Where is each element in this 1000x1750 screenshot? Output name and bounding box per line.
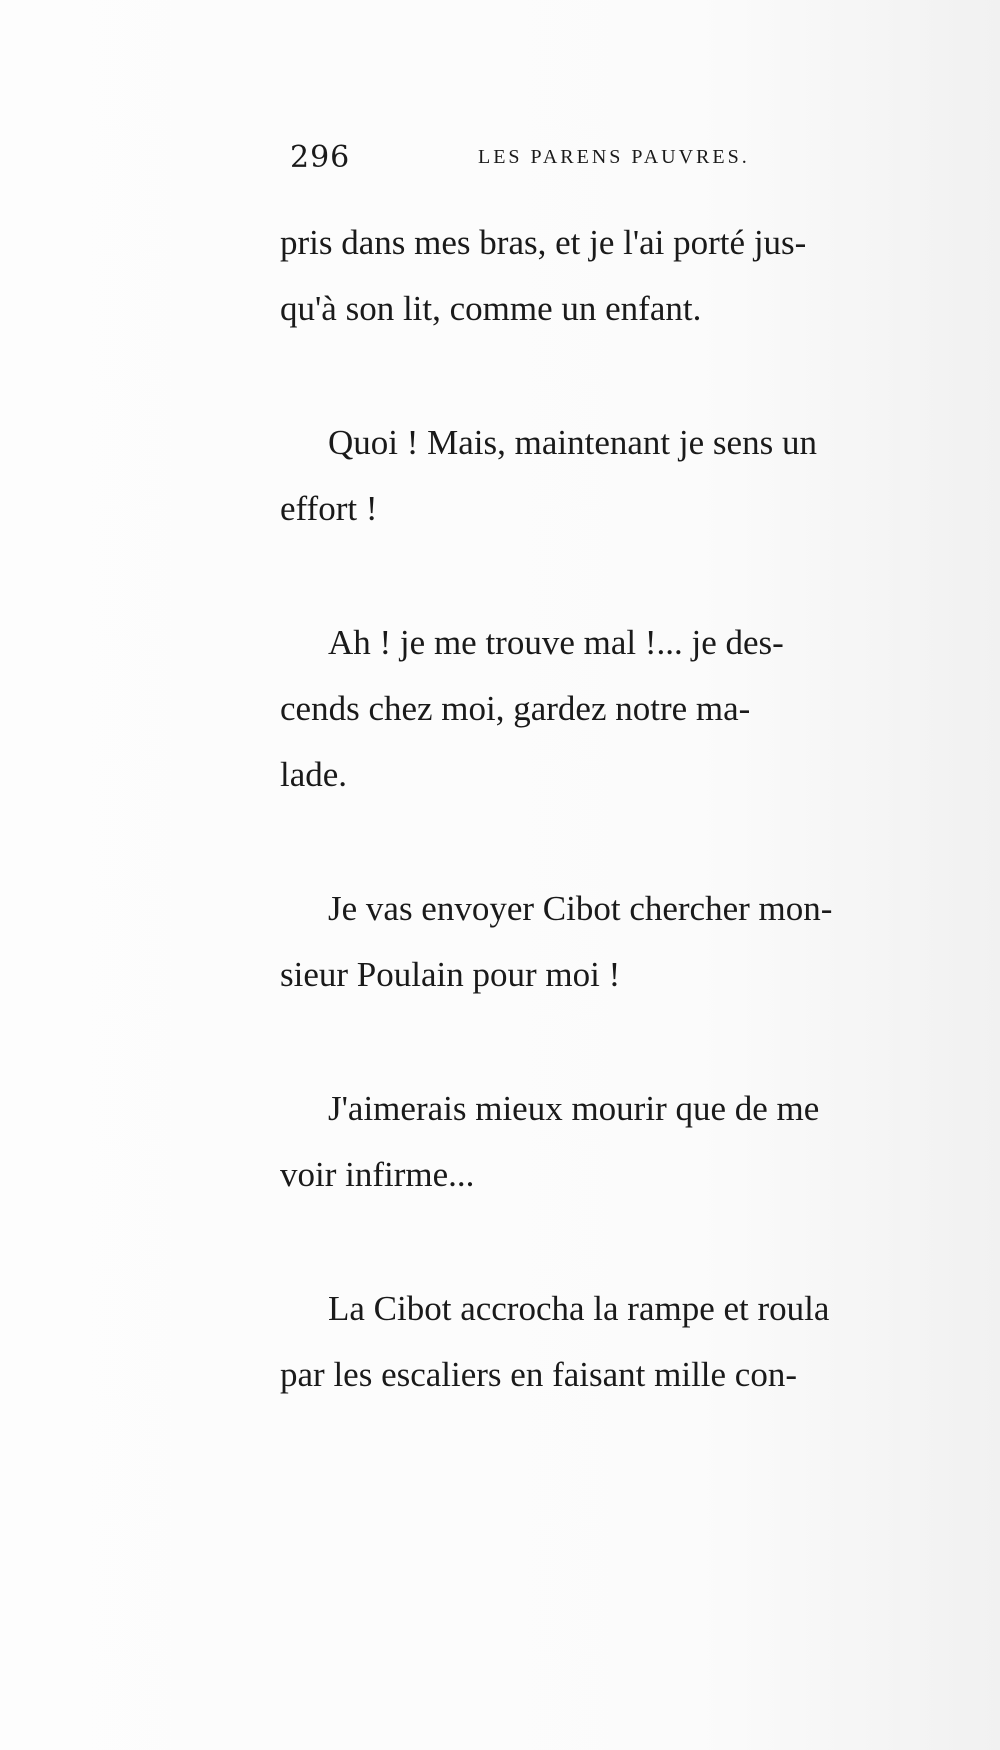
text-line: sieur Poulain pour moi ! [280,955,621,994]
page-header [290,140,830,180]
text-line: effort ! [280,489,378,528]
text-line: Je vas envoyer Cibot chercher mon- [328,889,833,928]
text-line: cends chez moi, gardez notre ma- [280,689,751,728]
text-line: J'aimerais mieux mourir que de me [328,1089,820,1128]
text-line: qu'à son lit, comme un enfant. [280,289,702,328]
text-line: pris dans mes bras, et je l'ai porté jus- [280,223,807,262]
body-text [280,210,960,1408]
text-line: Quoi ! Mais, maintenant je sens un [328,423,817,462]
page-number: 296 [290,140,351,175]
text-line: voir infirme... [280,1155,475,1194]
text-line: Ah ! je me trouve mal !... je des- [328,623,784,662]
text-line: La Cibot accrocha la rampe et roula [328,1289,830,1328]
running-head: LES PARENS PAUVRES. [478,146,750,168]
text-line: lade. [280,755,348,794]
text-line: par les escaliers en faisant mille con- [280,1355,798,1394]
